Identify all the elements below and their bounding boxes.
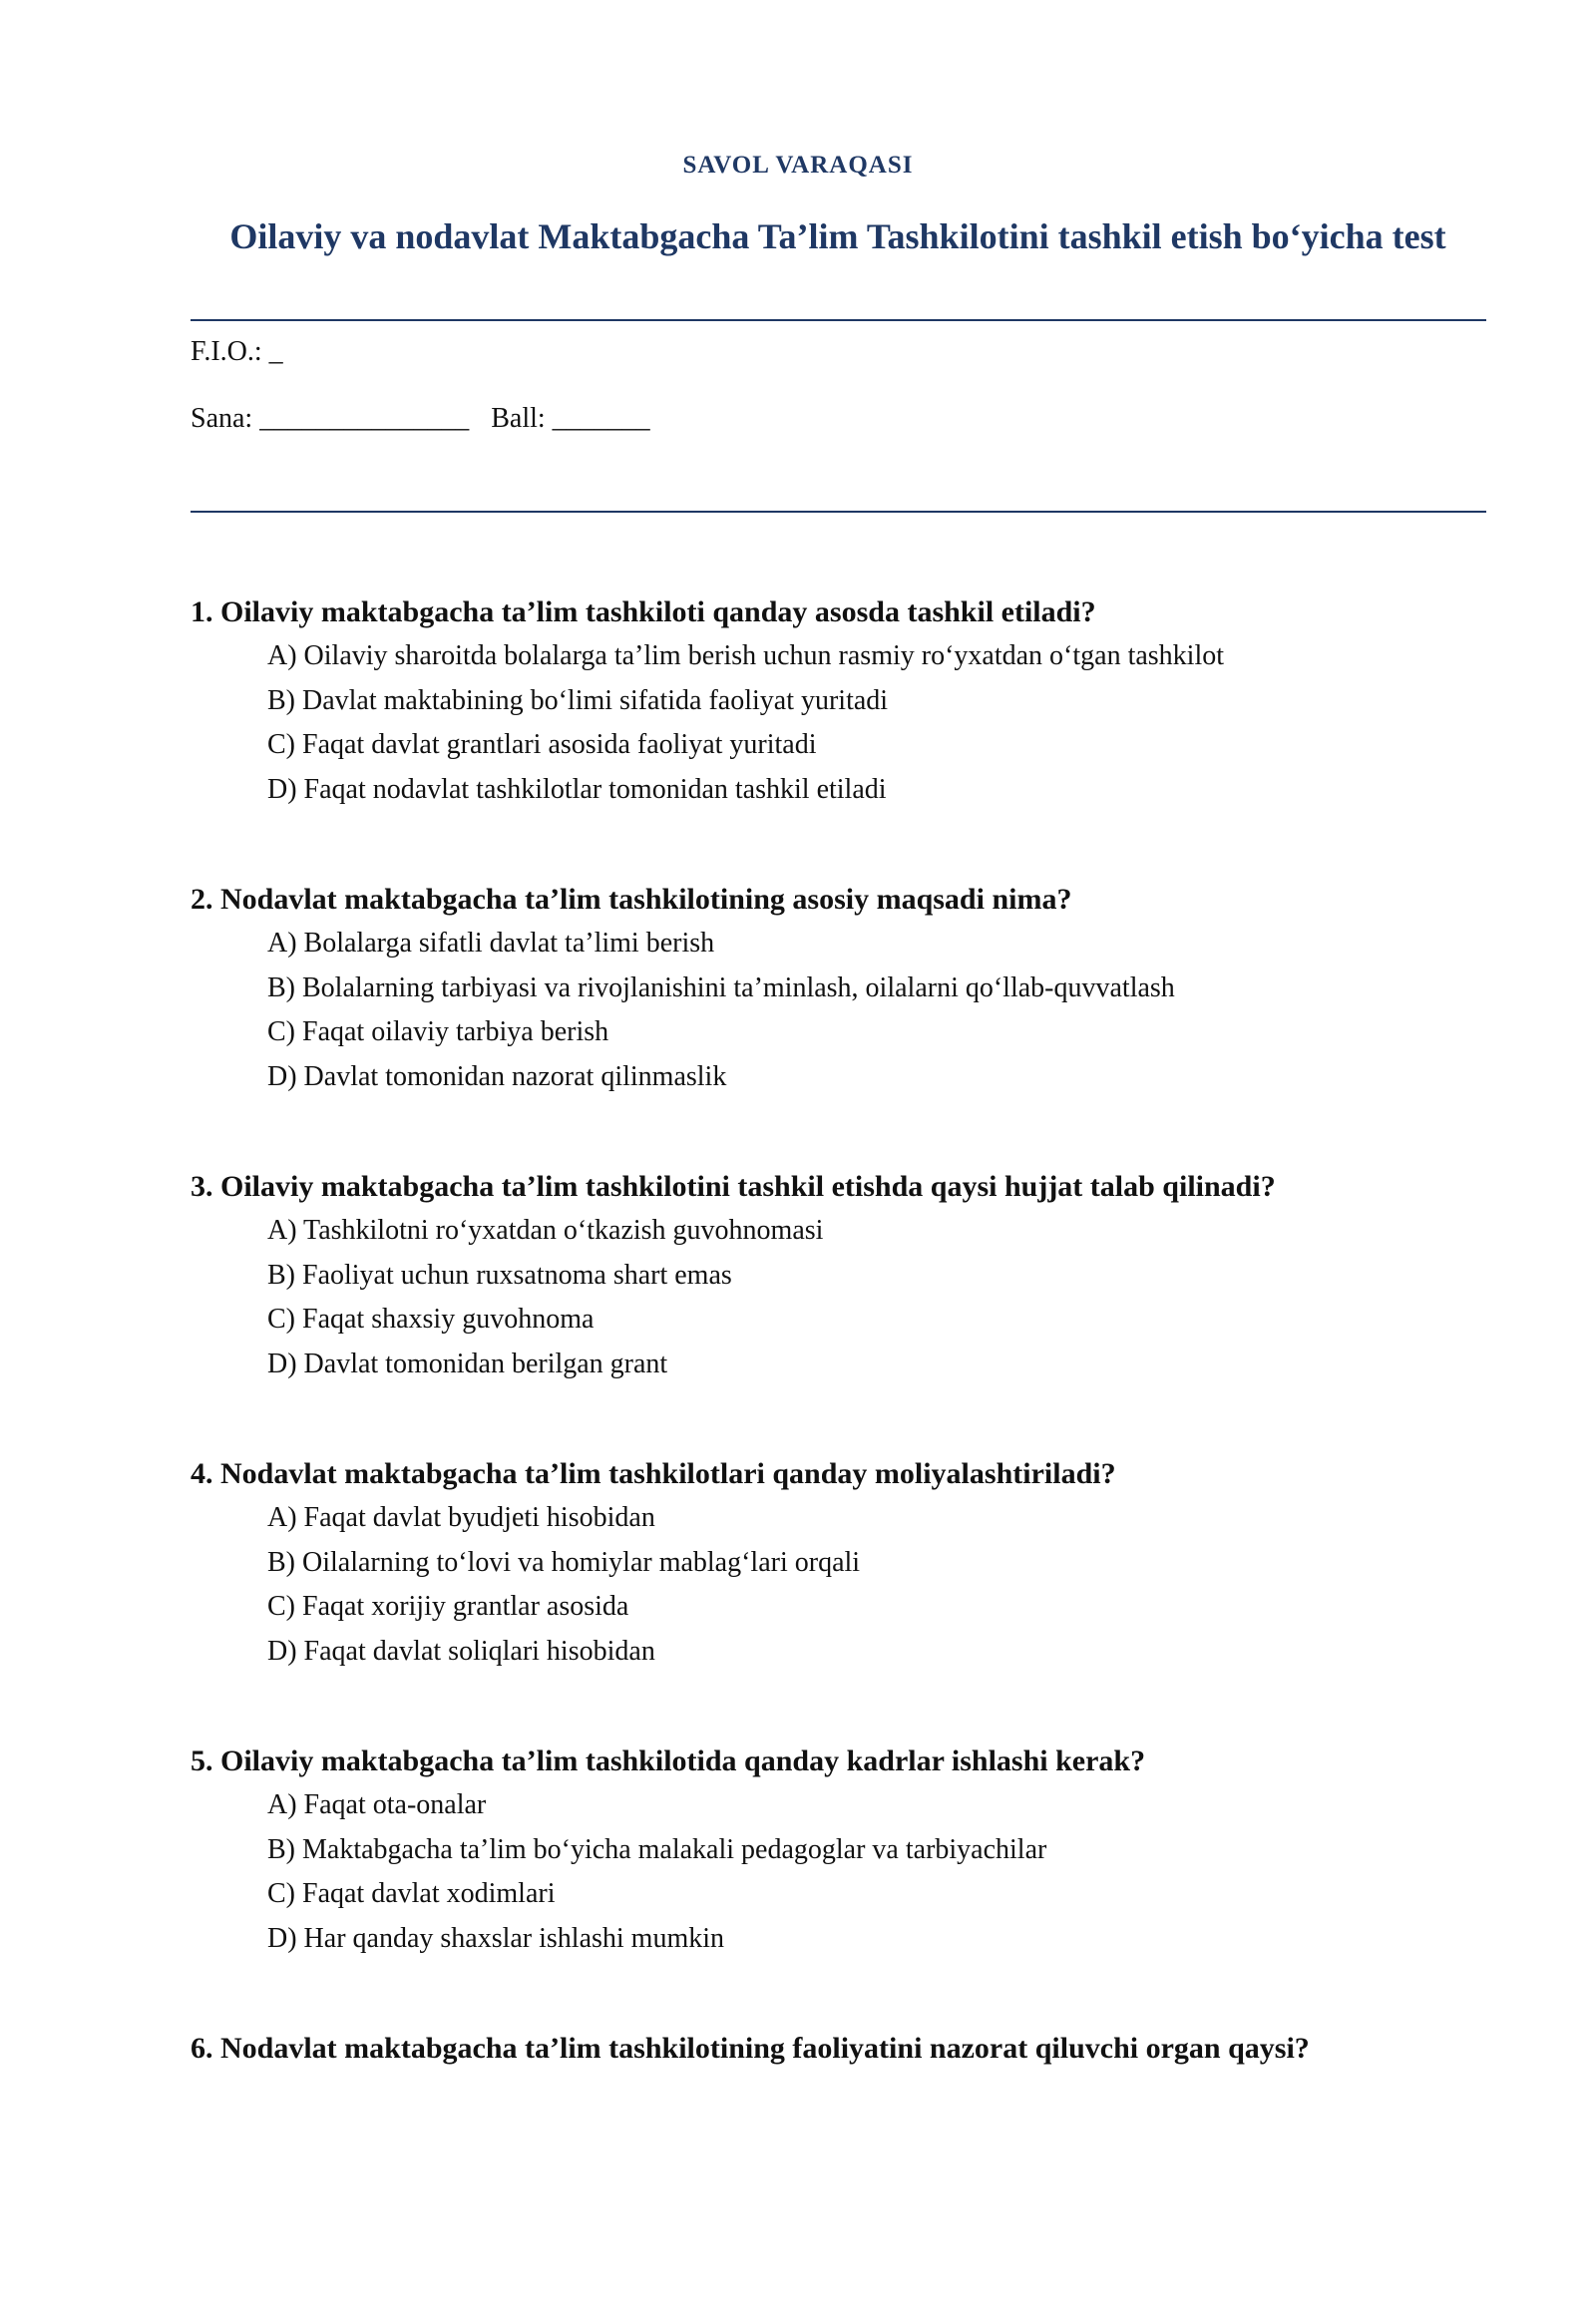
option-a: A) Tashkilotni ro‘yxatdan o‘tkazish guvohnomasi [267, 1215, 824, 1246]
option-a: A) Faqat davlat byudjeti hisobidan [267, 1502, 655, 1533]
question-text: 5. Oilaviy maktabgacha ta’lim tashkilotida qanday kadrlar ishlashi kerak? [191, 1744, 1146, 1777]
option-c: C) Faqat davlat xodimlari [267, 1878, 556, 1909]
document-title: Oilaviy va nodavlat Maktabgacha Ta’lim Tashkilotini tashkil etish bo‘yicha test [229, 216, 1446, 256]
question-list [191, 592, 1487, 2316]
question-text: 6. Nodavlat maktabgacha ta’lim tashkilotining faoliyatini nazorat qiluvchi organ qaysi? [191, 2032, 1310, 2065]
score-field: Ball: _______ [491, 403, 650, 434]
option-b: B) Bolalarning tarbiyasi va rivojlanishini ta’minlash, oilalarni qo‘llab-quvvatlash [267, 971, 1175, 1003]
question-text: 1. Oilaviy maktabgacha ta’lim tashkiloti qanday asosda tashkil etiladi? [191, 595, 1096, 628]
option-a: A) Bolalarga sifatli davlat ta’limi berish [267, 928, 715, 959]
top-divider [191, 319, 1486, 321]
question-4 [191, 1454, 1487, 1741]
option-d: D) Davlat tomonidan berilgan grant [267, 1348, 668, 1379]
option-c: C) Faqat xorijiy grantlar asosida [267, 1591, 629, 1622]
option-a: A) Faqat ota-onalar [267, 1789, 487, 1820]
option-list [191, 1496, 1487, 1674]
option-d: D) Har qanday shaxslar ishlashi mumkin [267, 1922, 725, 1954]
question-1 [191, 592, 1487, 880]
option-d: D) Faqat nodavlat tashkilotlar tomonidan tashkil etiladi [267, 773, 887, 805]
option-b: B) Faoliyat uchun ruxsatnoma shart emas [267, 1259, 732, 1291]
option-list [191, 1209, 1487, 1386]
date-score-row [191, 403, 650, 435]
option-b: B) Oilalarning to‘lovi va homiylar mablag‘lari orqali [267, 1546, 861, 1578]
question-text: 4. Nodavlat maktabgacha ta’lim tashkilotlari qanday moliyalashtiriladi? [191, 1457, 1116, 1490]
option-d: D) Davlat tomonidan nazorat qilinmaslik [267, 1060, 727, 1092]
option-list [191, 922, 1487, 1099]
question-2 [191, 880, 1487, 1167]
question-3 [191, 1167, 1487, 1454]
option-a: A) Oilaviy sharoitda bolalarga ta’lim berish uchun rasmiy ro‘yxatdan o‘tgan tashkilot [267, 640, 1225, 671]
question-text: 3. Oilaviy maktabgacha ta’lim tashkilotini tashkil etishda qaysi hujjat talab qilinadi? [191, 1170, 1276, 1203]
option-c: C) Faqat davlat grantlari asosida faoliyat yuritadi [267, 729, 817, 760]
option-b: B) Davlat maktabining bo‘limi sifatida faoliyat yuritadi [267, 684, 889, 716]
option-list [191, 634, 1487, 812]
question-text: 2. Nodavlat maktabgacha ta’lim tashkilotining asosiy maqsadi nima? [191, 883, 1072, 916]
question-6 [191, 2029, 1487, 2316]
bottom-divider [191, 511, 1486, 513]
date-field: Sana: _______________ [191, 403, 470, 434]
option-c: C) Faqat shaxsiy guvohnoma [267, 1304, 595, 1335]
document-label: SAVOL VARAQASI [682, 152, 914, 179]
fio-field: F.I.O.: _ [191, 336, 283, 367]
question-5 [191, 1741, 1487, 2029]
option-d: D) Faqat davlat soliqlari hisobidan [267, 1635, 655, 1667]
option-list [191, 1783, 1487, 1961]
option-c: C) Faqat oilaviy tarbiya berish [267, 1016, 609, 1047]
option-b: B) Maktabgacha ta’lim bo‘yicha malakali pedagoglar va tarbiyachilar [267, 1833, 1047, 1865]
